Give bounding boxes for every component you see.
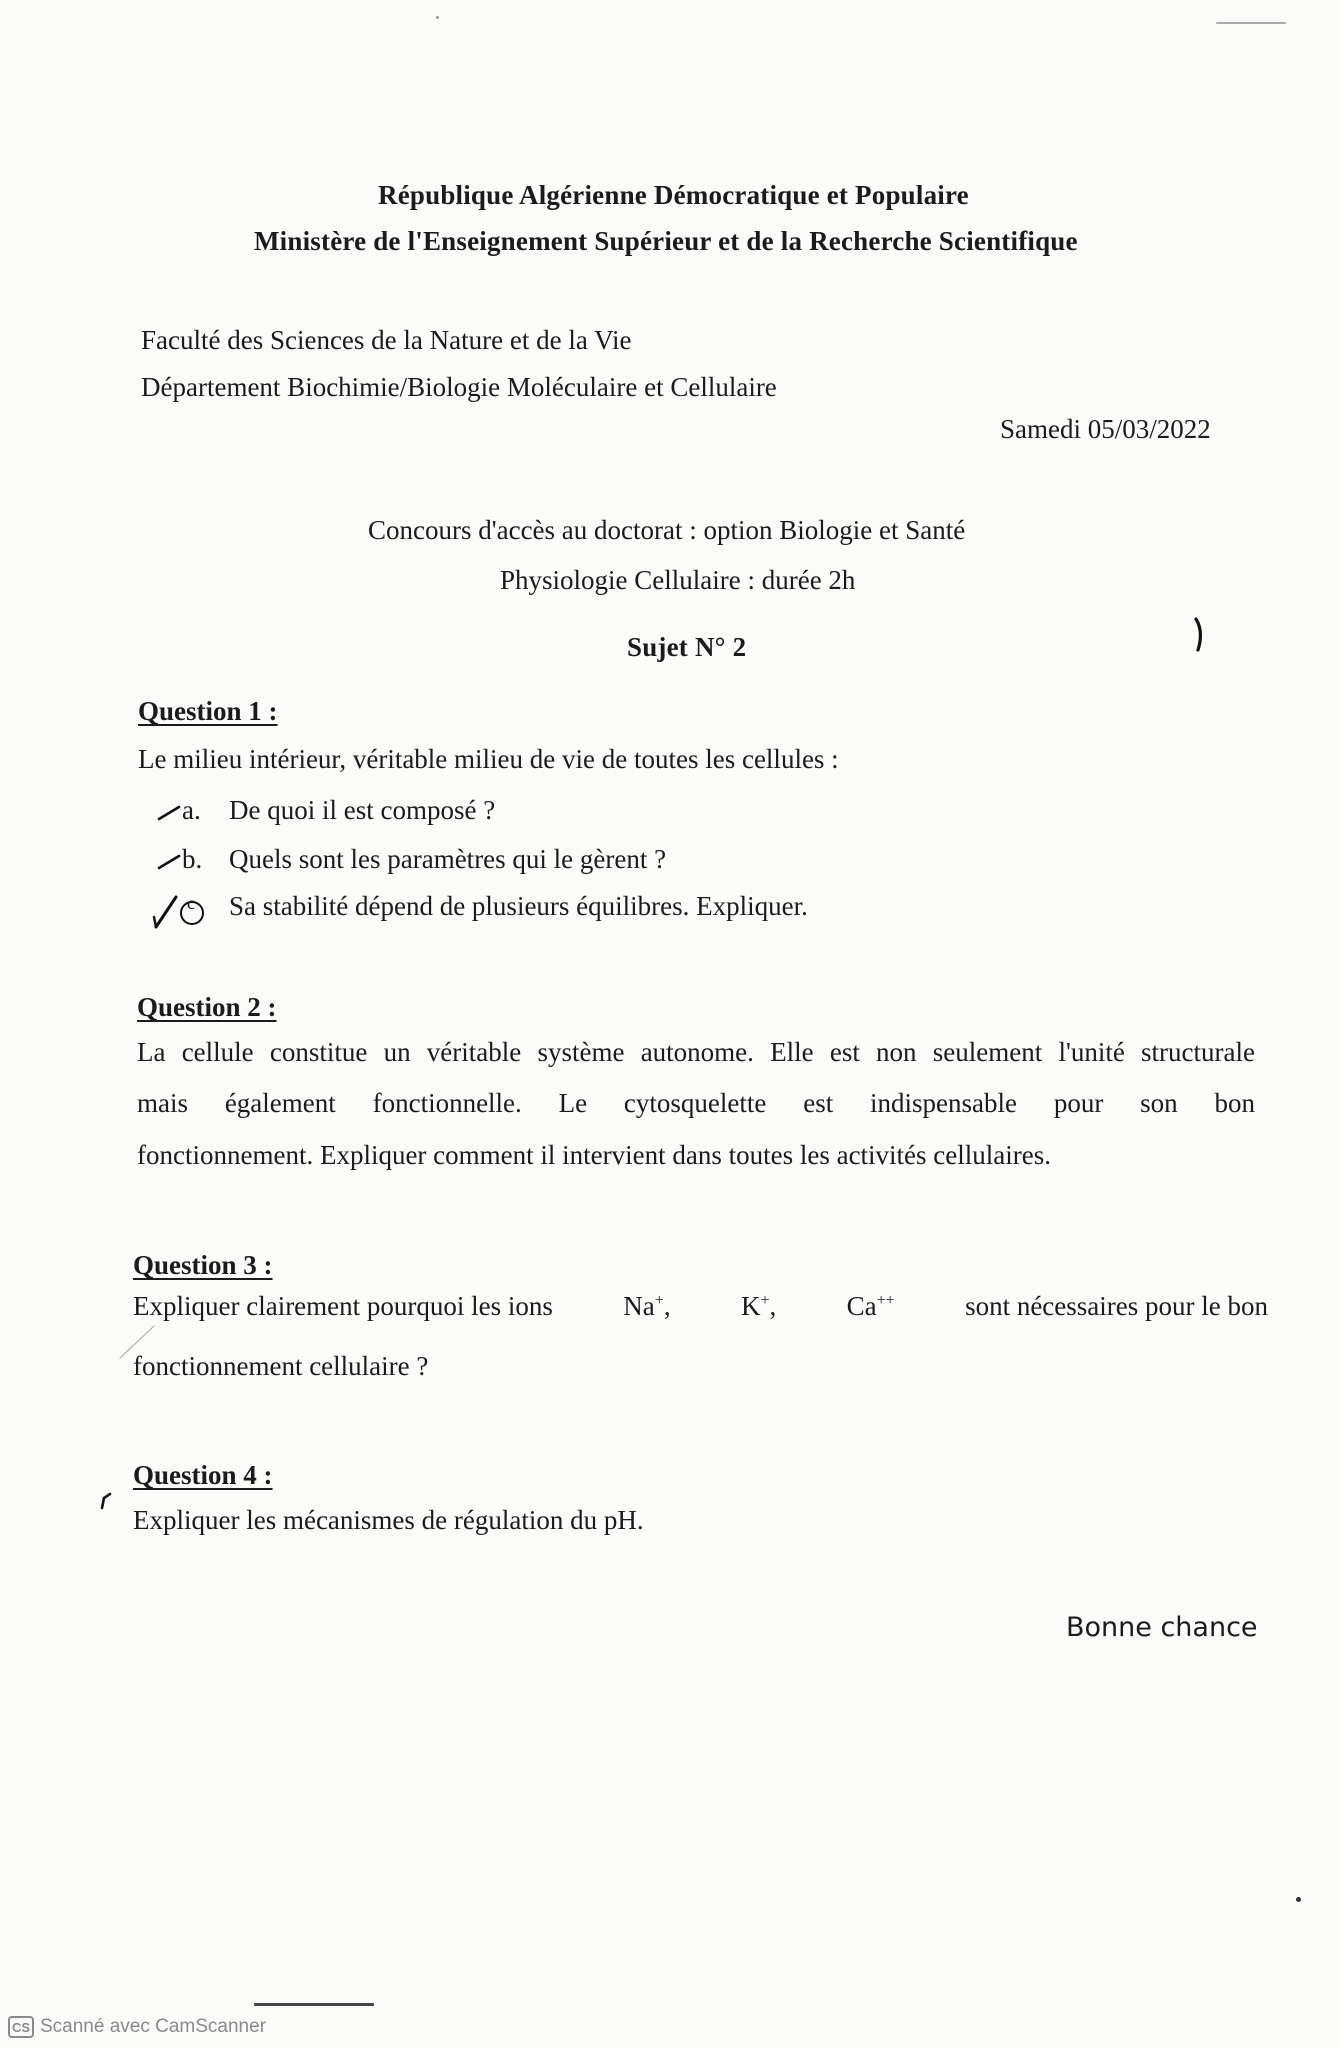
- scan-speck: [254, 2003, 374, 2006]
- check-mark-icon: [156, 852, 182, 872]
- ion-calcium-charge: ++: [876, 1292, 895, 1309]
- exam-date: Samedi 05/03/2022: [1000, 414, 1211, 444]
- question-2-line-3: fonctionnement. Expliquer comment il intervient dans toutes les activités cellulaires.: [137, 1140, 1051, 1170]
- question-1-item-b-marker: b.: [182, 844, 203, 874]
- pen-stroke-mark: [1192, 617, 1208, 653]
- exam-subject: Physiologie Cellulaire : durée 2h: [500, 565, 856, 595]
- circled-check-mark-icon: [150, 893, 208, 931]
- scan-speck: [1296, 1897, 1301, 1902]
- ion-potassium-charge: +: [760, 1292, 770, 1309]
- ion-potassium: K+,: [740, 1291, 777, 1321]
- ion-calcium-symbol: Ca: [846, 1291, 877, 1321]
- question-1-item-a-marker: a.: [182, 795, 201, 825]
- camscanner-text: Scanné avec CamScanner: [40, 2016, 267, 2037]
- question-1-title: Question 1 :: [138, 696, 278, 726]
- question-2-line-1: La cellule constitue un véritable système autonome. Elle est non seulement l'unité structurale: [137, 1037, 1255, 1067]
- republic-heading: République Algérienne Démocratique et Populaire: [378, 180, 969, 210]
- question-3-title: Question 3 :: [133, 1250, 273, 1280]
- ion-sodium-charge: +: [654, 1292, 664, 1309]
- ion-sodium-symbol: Na: [623, 1291, 655, 1321]
- scan-speck: [436, 16, 439, 19]
- question-3-line-1-end: sont nécessaires pour le bon: [965, 1291, 1268, 1321]
- ion-calcium: [847, 1291, 895, 1322]
- camscanner-logo: CS: [8, 2016, 34, 2038]
- faculty-name: Faculté des Sciences de la Nature et de la Vie: [141, 325, 632, 355]
- question-3-line-1: [133, 1291, 1268, 1322]
- question-3-line-2: fonctionnement cellulaire ?: [133, 1351, 429, 1381]
- ministry-heading: Ministère de l'Enseignement Supérieur et de la Recherche Scientifique: [254, 226, 1078, 256]
- question-1-item-c-marker: c: [187, 893, 195, 913]
- closing-remark: Bonne chance: [1066, 1612, 1258, 1643]
- camscanner-watermark: [8, 2016, 266, 2038]
- question-1-intro: Le milieu intérieur, véritable milieu de vie de toutes les cellules :: [138, 744, 839, 774]
- scan-speck: [1216, 22, 1286, 24]
- pen-tick-mark: [98, 1490, 114, 1510]
- exam-title: Concours d'accès au doctorat : option Biologie et Santé: [368, 515, 966, 545]
- question-1-item-b: Quels sont les paramètres qui le gèrent ?: [229, 844, 667, 874]
- department-name: Département Biochimie/Biologie Moléculaire et Cellulaire: [141, 372, 777, 402]
- ion-sodium: Na+,: [623, 1291, 671, 1321]
- question-1-item-a: De quoi il est composé ?: [229, 795, 496, 825]
- pencil-stroke-mark: [118, 1320, 158, 1360]
- question-2-title: Question 2 :: [137, 992, 277, 1022]
- check-mark-icon: [156, 803, 182, 823]
- question-1-item-c: Sa stabilité dépend de plusieurs équilibres. Expliquer.: [229, 891, 808, 921]
- sujet-number: Sujet N° 2: [627, 632, 747, 662]
- question-4-text: Expliquer les mécanismes de régulation du pH.: [133, 1505, 644, 1535]
- question-3-line-1-start: Expliquer clairement pourquoi les ions: [133, 1291, 553, 1321]
- question-4-title: Question 4 :: [133, 1460, 273, 1490]
- ion-potassium-symbol: K: [740, 1291, 761, 1321]
- question-2-line-2: mais également fonctionnelle. Le cytosquelette est indispensable pour son bon: [137, 1088, 1255, 1118]
